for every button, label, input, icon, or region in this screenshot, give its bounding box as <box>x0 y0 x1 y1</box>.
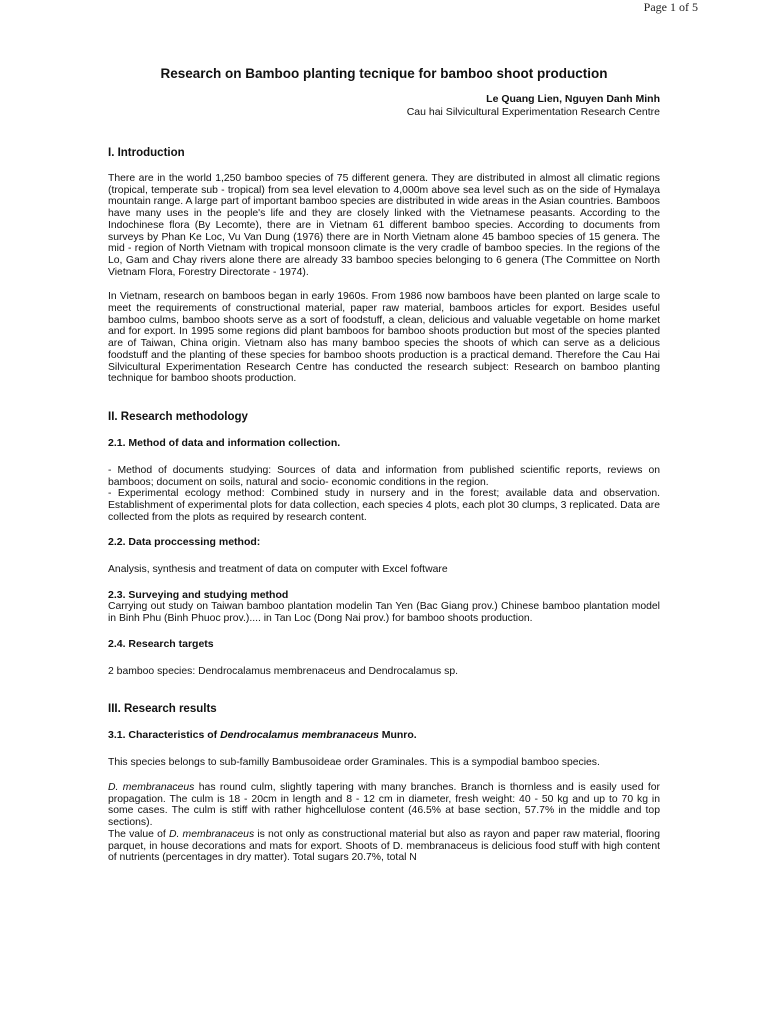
section-3-1-species: Dendrocalamus membranaceus <box>220 729 379 742</box>
introduction-heading: I. Introduction <box>108 147 185 159</box>
method-ecology-text: - Experimental ecology method: Combined study in nursery and in the forest; available data and observation. Establishment of experimental plots for data collection, each species 4 plots, each plot 30 clumps, 3 replicated. Data are collected from the plots as required by research content. <box>108 488 660 523</box>
section-3-1-suffix: Munro. <box>378 729 417 742</box>
results-paragraph-3 <box>108 829 660 864</box>
results-paragraph-2 <box>108 782 660 829</box>
results-p3-species: D. membranaceus <box>168 828 255 840</box>
section-2-3-heading: 2.3. Surveying and studying method <box>108 589 289 602</box>
research-targets-text: 2 bamboo species: Dendrocalamus membrenaceus and Dendrocalamus sp. <box>108 665 459 677</box>
author-names: Le Quang Lien, Nguyen Danh Minh <box>486 93 660 105</box>
author-block <box>108 93 660 119</box>
section-3-1-prefix: 3.1. Characteristics of <box>108 729 221 742</box>
results-p2-text: has round culm, slightly tapering with many branches. Branch is thornless and is easily used for propagation. The culm is 18 - 20cm in length and 8 - 12 cm in diameter, fresh weight: 40 - 50 kg and up to 70 kg in some cases. The culm is stiff with rather highcellulose content (46.5% at base section, 57.7% in the middle and top sections). <box>108 781 660 829</box>
section-3-1-heading <box>108 729 660 741</box>
section-2-1-heading: 2.1. Method of data and information collection. <box>108 436 341 449</box>
data-processing-text: Analysis, synthesis and treatment of data on computer with Excel foftware <box>108 564 448 576</box>
page-number: Page 1 of 5 <box>643 0 698 14</box>
results-p3-text: is not only as constructional material but also as rayon and paper raw material, flooring parquet, in house decorations and mats for export. Shoots of D. membranaceus is delicious food stuff with high content of nutrients (percentages in dry matter). Total sugars 20.7%, total N <box>108 828 660 864</box>
results-heading: III. Research results <box>108 703 217 716</box>
results-p3-prefix: The value of <box>108 828 169 840</box>
surveying-text: Carrying out study on Taiwan bamboo plantation modelin Tan Yen (Bac Giang prov.) Chinese bamboo plantation model in Binh Phu (Binh Phuoc prov.).... in Tan Loc (Dong Nai prov.) for bamboo shoots production. <box>108 601 660 624</box>
section-2-4-heading: 2.4. Research targets <box>108 637 214 650</box>
intro-paragraph-1: There are in the world 1,250 bamboo species of 75 different genera. They are distributed in almost all climatic regions (tropical, temperate sub - tropical) from sea level elevation to 4,000m above sea level such as on the side of Hymalaya mountain range. A large part of important bamboo species are distributed in wide areas in the Asian countries. Bamboos have many uses in the people's life and they are closely linked with the Vietnamese peasants. According to the Indochinese flora (By Lecomte), there are in Vietnam 61 different bamboo species. According to documents from surveys by Phan Ke Loc, Vu Van Dung (1976) there are in North Vietnam alone 45 bamboo species of 15 genera. The mid - region of North Vietnam with tropical monsoon climate is the very cradle of bamboo species. In the regions of the Lo, Gam and Chay rivers alone there are already 33 bamboo species belonging to 6 genera (The Committee on North Vietnam Flora, Forestry Directorate - 1974). <box>108 173 660 278</box>
methodology-heading: II. Research methodology <box>108 410 248 423</box>
document-body <box>108 66 660 877</box>
results-paragraph-1: This species belongs to sub-familly Bambusoideae order Graminales. This is a sympodial bamboo species. <box>108 757 600 769</box>
results-p2-species: D. membranaceus <box>108 781 195 793</box>
method-documents-text: - Method of documents studying: Sources of data and information from published scientific reports, reviews on bamboos; document on soils, natural and socio- economic conditions in the region. <box>108 464 660 488</box>
section-2-2-heading: 2.2. Data proccessing method: <box>108 536 261 549</box>
author-affiliation: Cau hai Silvicultural Experimentation Research Centre <box>406 106 660 118</box>
intro-paragraph-2: In Vietnam, research on bamboos began in early 1960s. From 1986 now bamboos have been planted on large scale to meet the requirements of constructional material, paper raw material, bamboos articles for export. Besides useful bamboo culms, bamboo shoots serve as a sort of foodstuff, a clean, delicious and valuable vegetable on home market and for export. In 1995 some regions did plant bamboos for bamboo shoots production but most of the species planted are of Taiwan, China origin. Vietnam also has many bamboo species the shoots of which can serve as a delicious foodstuff and the planting of these species for bamboo shoots production is a practical demand. Therefore the Cau Hai Silvicultural Experimentation Research Centre has conducted the research subject: Research on bamboo planting technique for bamboo shoots production. <box>108 291 660 385</box>
paper-title: Research on Bamboo planting tecnique for bamboo shoot production <box>160 66 608 81</box>
